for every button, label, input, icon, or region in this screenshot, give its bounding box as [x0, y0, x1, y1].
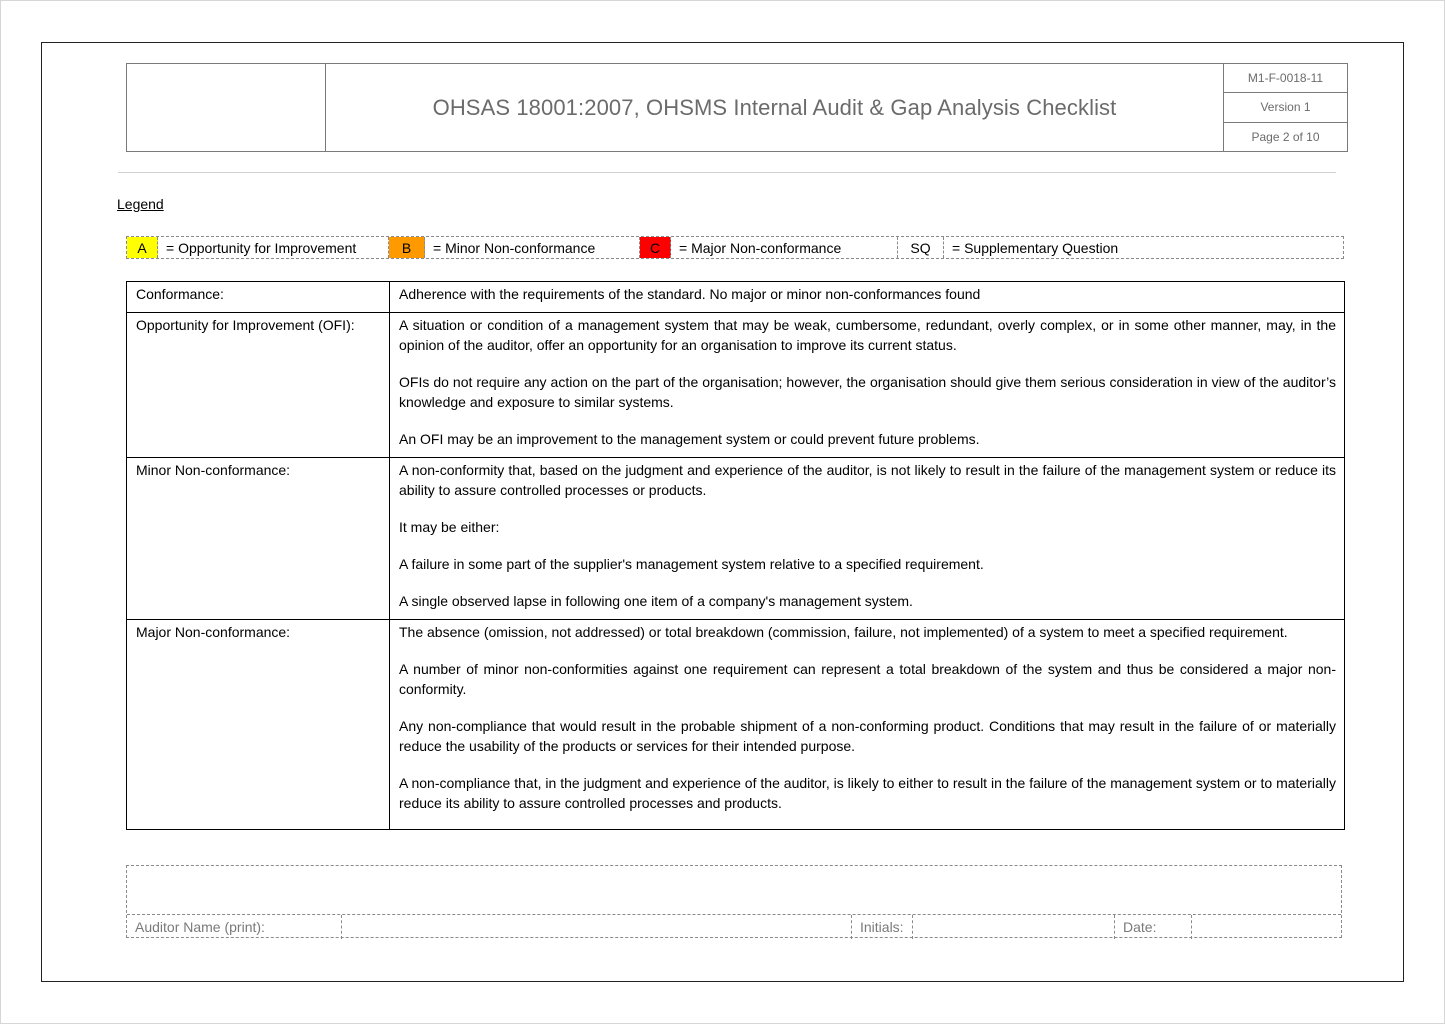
initials-label: Initials: [852, 915, 913, 939]
description-paragraph: A number of minor non-conformities against one requirement can represent a total breakdown of the system and thus be considered a major non-conformity. [399, 661, 1336, 697]
description-cell [390, 282, 1345, 313]
term-cell: Major Non-conformance: [127, 620, 390, 830]
legend-label-a: = Opportunity for Improvement [158, 237, 389, 258]
legend-label-c: = Major Non-conformance [671, 237, 898, 258]
page-number: Page 2 of 10 [1251, 129, 1320, 144]
table-row [127, 458, 1345, 620]
table-row [127, 282, 1345, 313]
description-paragraph: The absence (omission, not addressed) or total breakdown (commission, failure, not implemented) of a system to meet a specified requirement. [399, 624, 1288, 640]
signoff-footer [126, 865, 1342, 938]
date-field[interactable] [1192, 915, 1341, 939]
document-version: Version 1 [1224, 93, 1347, 122]
description-cell [390, 313, 1345, 458]
legend-swatch-b: B [389, 237, 425, 258]
description-paragraph: Any non-compliance that would result in the probable shipment of a non-conforming product. Conditions that may result in the failure of or materially reduce the usability of the products or services for their intended purpose. [399, 718, 1336, 754]
logo-placeholder [127, 64, 326, 151]
description-paragraph: A failure in some part of the supplier's management system relative to a specified requirement. [399, 556, 984, 572]
table-row [127, 313, 1345, 458]
document-header [126, 63, 1348, 152]
document-meta [1223, 64, 1347, 151]
description-cell [390, 620, 1345, 830]
term-cell: Minor Non-conformance: [127, 458, 390, 620]
auditor-name-label: Auditor Name (print): [127, 915, 342, 939]
date-label: Date: [1115, 915, 1192, 939]
description-paragraph: A single observed lapse in following one item of a company's management system. [399, 593, 913, 609]
description-cell [390, 458, 1345, 620]
legend-swatch-a: A [127, 237, 158, 258]
description-paragraph: Adherence with the requirements of the standard. No major or minor non-conformances found [399, 286, 981, 302]
auditor-name-field[interactable] [342, 915, 852, 939]
legend-title: Legend [117, 196, 164, 212]
legend-swatch-c: C [640, 237, 671, 258]
legend-row [126, 236, 1344, 259]
signoff-row [127, 915, 1341, 939]
header-divider [118, 172, 1336, 173]
table-row [127, 620, 1345, 830]
definitions-table [126, 281, 1345, 830]
term-cell: Conformance: [127, 282, 390, 313]
description-paragraph: OFIs do not require any action on the part of the organisation; however, the organisation should give them serious consideration in view of the auditor’s knowledge and exposure to similar systems. [399, 374, 1336, 410]
term-cell: Opportunity for Improvement (OFI): [127, 313, 390, 458]
description-paragraph: A non-conformity that, based on the judgment and experience of the auditor, is not likely to result in the failure of the management system or reduce its ability to assure controlled processes or products. [399, 462, 1336, 498]
description-paragraph: A non-compliance that, in the judgment and experience of the auditor, is likely to either to result in the failure of the management system or to materially reduce its ability to assure controlled processes and products. [399, 775, 1336, 811]
legend-label-b: = Minor Non-conformance [425, 237, 640, 258]
signoff-blank-area [127, 866, 1341, 915]
document-title: OHSAS 18001:2007, OHSMS Internal Audit & Gap Analysis Checklist [432, 94, 1117, 120]
description-paragraph: A situation or condition of a management system that may be weak, cumbersome, redundant, overly complex, or in some other manner, may, in the opinion of the auditor, offer an opportunity for an organisation to improve its current status. [399, 317, 1336, 353]
legend-label-sq: = Supplementary Question [952, 239, 1119, 256]
description-paragraph: It may be either: [399, 519, 500, 535]
initials-field[interactable] [913, 915, 1115, 939]
legend-swatch-sq: SQ [898, 237, 944, 258]
description-paragraph: An OFI may be an improvement to the management system or could prevent future problems. [399, 431, 980, 447]
document-code: M1-F-0018-11 [1224, 64, 1347, 93]
